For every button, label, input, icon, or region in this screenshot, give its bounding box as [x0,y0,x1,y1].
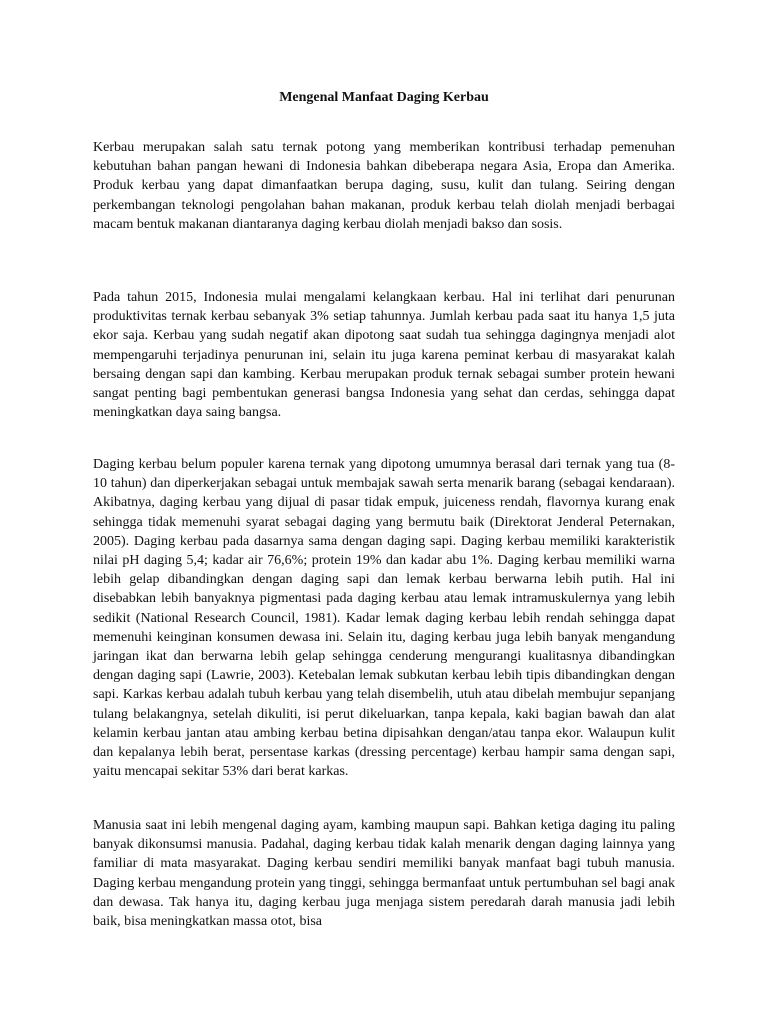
paragraph: Pada tahun 2015, Indonesia mulai mengalami kelangkaan kerbau. Hal ini terlihat dari penurunan produktivitas ternak kerbau sebanyak 3% setiap tahunnya. Jumlah kerbau pada saat itu hanya 1,5 juta ekor saja. Kerbau yang sudah negatif akan dipotong saat sudah tua sehingga dagingnya menjadi alot mempengaruhi terjadinya penurunan ini, selain itu juga karena peminat kerbau di masyarakat kalah bersaing dengan sapi dan kambing. Kerbau merupakan produk ternak sebagai sumber protein hewani sangat penting bagi pembentukan generasi bangsa Indonesia yang sehat dan cerdas, sehingga dapat meningkatkan daya saing bangsa. [93,290,675,421]
document-title: Mengenal Manfaat Daging Kerbau [279,90,489,105]
paragraph: Kerbau merupakan salah satu ternak potong yang memberikan kontribusi terhadap pemenuhan kebutuhan bahan pangan hewani di Indonesia bahkan dibeberapa negara Asia, Eropa dan Amerika. Produk kerbau yang dapat dimanfaatkan berupa daging, susu, kulit dan tulang. Seiring dengan perkembangan teknologi pengolahan bahan makanan, produk kerbau telah diolah menjadi berbagai macam bentuk makanan diantaranya daging kerbau diolah menjadi bakso dan sosis. [93,140,675,232]
paragraph: Manusia saat ini lebih mengenal daging ayam, kambing maupun sapi. Bahkan ketiga daging itu paling banyak dikonsumsi manusia. Padahal, daging kerbau tidak kalah menarik dengan daging lainnya yang familiar di mata masyarakat. Daging kerbau sendiri memiliki banyak manfaat bagi tubuh manusia. Daging kerbau mengandung protein yang tinggi, sehingga bermanfaat untuk pertumbuhan sel bagi anak dan dewasa. Tak hanya itu, daging kerbau juga menjaga sistem peredarah darah manusia jadi lebih baik, bisa meningkatkan massa otot, bisa [93,818,675,930]
paragraph: Daging kerbau belum populer karena ternak yang dipotong umumnya berasal dari ternak yang tua (8-10 tahun) dan diperkerjakan sebagai untuk membajak sawah serta menarik barang (sebagai kendaraan). Akibatnya, daging kerbau yang dijual di pasar tidak empuk, juiceness rendah, flavornya kurang enak sehingga tidak memenuhi syarat sebagai daging yang bermutu baik (Direktorat Jenderal Peternakan, 2005). Daging kerbau pada dasarnya sama dengan daging sapi. Daging kerbau memiliki karakteristik nilai pH daging 5,4; kadar air 76,6%; protein 19% dan kadar abu 1%. Daging kerbau memiliki warna lebih gelap dibandingkan dengan daging sapi dan lemak kerbau berwarna lebih putih. Hal ini disebabkan lebih banyaknya pigmentasi pada daging kerbau atau lemak intramuskulernya yang lebih sedikit (National Research Council, 1981). Kadar lemak daging kerbau lebih rendah sehingga dapat memenuhi keinginan konsumen dewasa ini. Selain itu, daging kerbau juga lebih banyak mengandung jaringan ikat dan berwarna lebih gelap sehingga cenderung mengurangi kualitasnya dibandingkan dengan daging sapi (Lawrie, 2003). Ketebalan lemak subkutan kerbau lebih tipis dibandingkan dengan sapi. Karkas kerbau adalah tubuh kerbau yang telah disembelih, utuh atau dibelah membujur sepanjang tulang belakangnya, setelah dikuliti, isi perut dikeluarkan, tanpa kepala, kaki bagian bawah dan alat kelamin kerbau jantan atau ambing kerbau betina dipisahkan dengan/atau tanpa ekor. Walaupun kulit dan kepalanya lebih berat, persentase karkas (dressing percentage) kerbau hampir sama dengan sapi, yaitu mencapai sekitar 53% dari berat karkas. [93,457,675,780]
